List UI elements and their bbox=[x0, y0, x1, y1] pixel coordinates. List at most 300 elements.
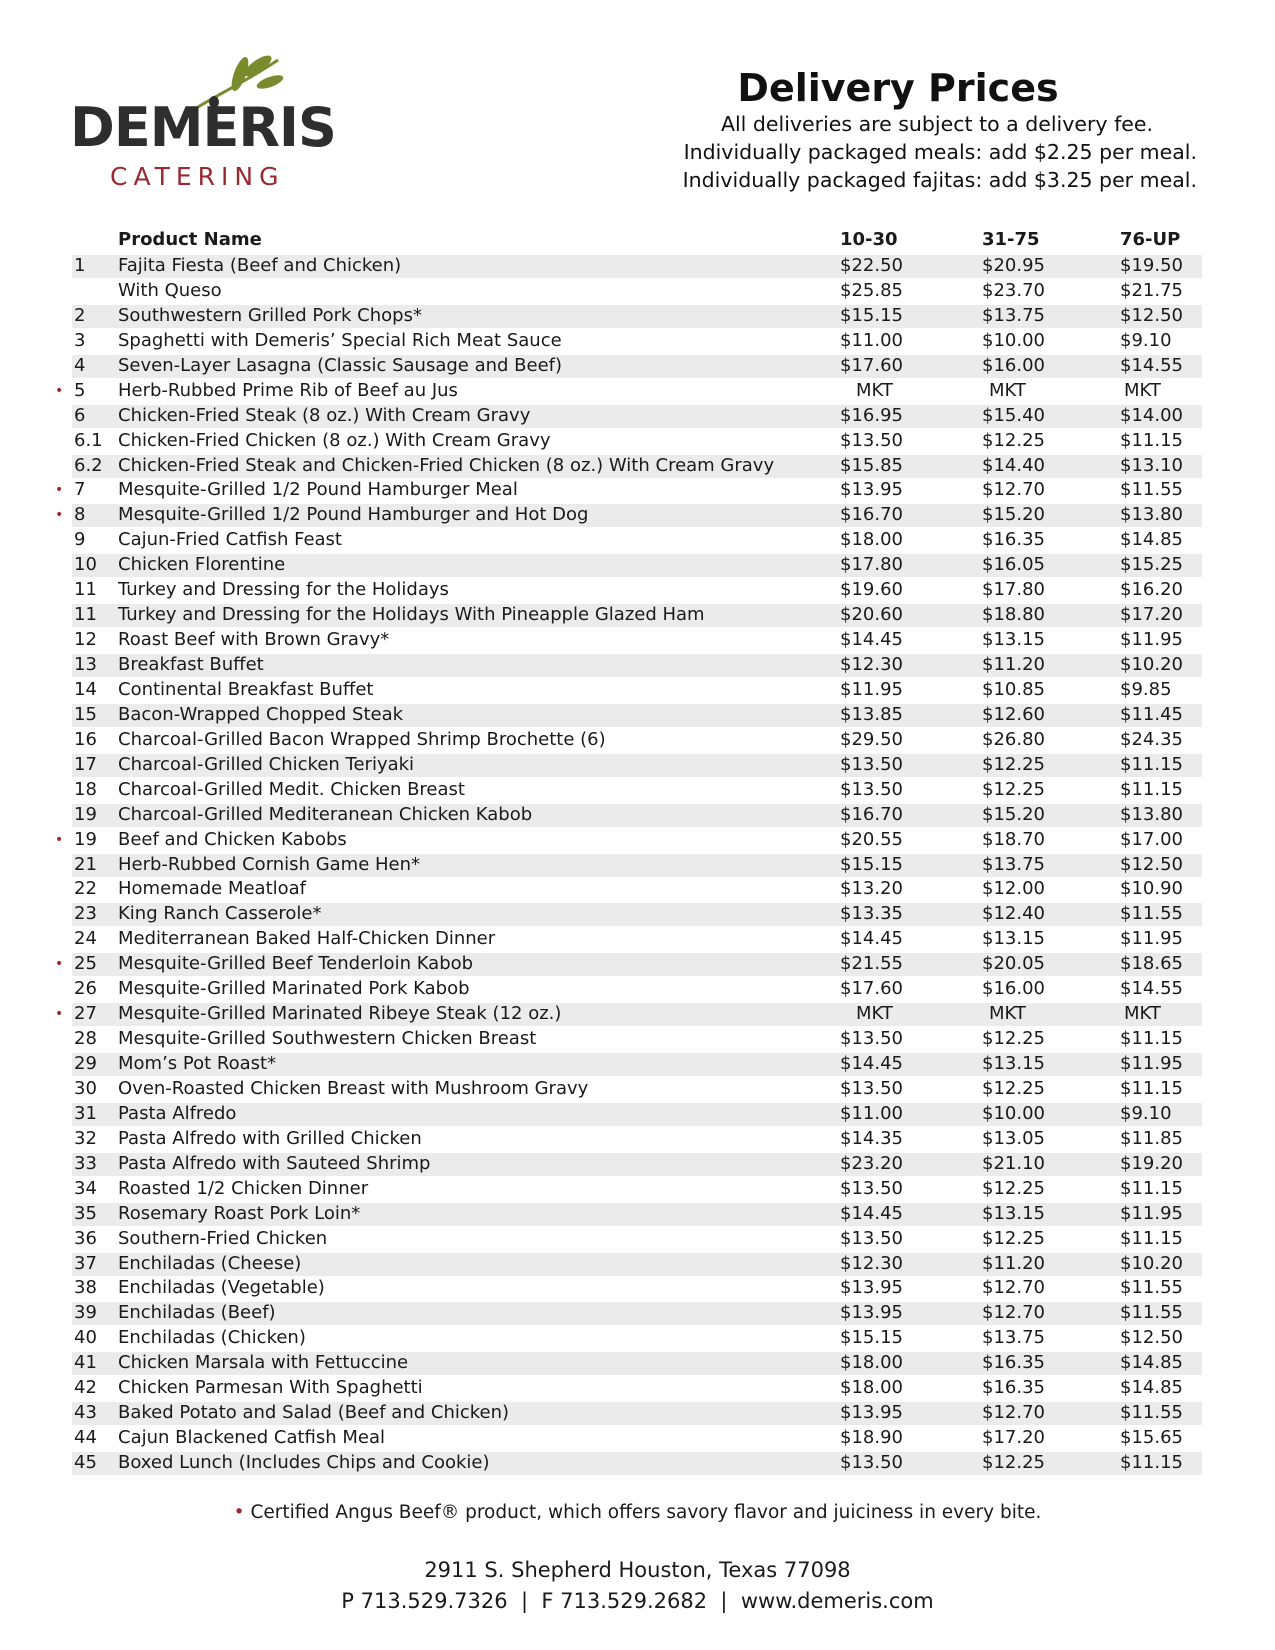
price-10-30: $12.30 bbox=[840, 654, 903, 675]
price-10-30: $15.85 bbox=[840, 454, 903, 476]
price-31-75: $12.60 bbox=[982, 703, 1045, 725]
price-10-30: $13.50 bbox=[840, 1077, 903, 1099]
angus-beef-marker-icon: • bbox=[55, 507, 64, 524]
product-name: Chicken Florentine bbox=[118, 554, 286, 576]
table-row bbox=[55, 952, 1202, 977]
table-row bbox=[55, 478, 1202, 503]
product-name: With Queso bbox=[118, 279, 222, 301]
table-row bbox=[55, 503, 1202, 528]
price-31-75: $10.00 bbox=[982, 329, 1045, 351]
price-76-up: $19.50 bbox=[1120, 255, 1183, 276]
price-76-up: $11.95 bbox=[1120, 1053, 1183, 1074]
product-name: Homemade Meatloaf bbox=[118, 878, 307, 900]
meals-surcharge-note: Individually packaged meals: add $2.25 per meal. bbox=[683, 140, 1197, 164]
item-number: 17 bbox=[74, 753, 97, 775]
price-10-30: $20.60 bbox=[840, 604, 903, 626]
table-row bbox=[55, 828, 1202, 853]
table-header-row bbox=[72, 228, 1202, 254]
price-31-75: $10.00 bbox=[982, 1102, 1045, 1124]
table-row bbox=[72, 927, 1202, 952]
price-table bbox=[55, 228, 1202, 1476]
table-row bbox=[72, 778, 1202, 803]
product-name: Charcoal-Grilled Chicken Teriyaki bbox=[118, 753, 415, 775]
item-number: 38 bbox=[74, 1277, 97, 1299]
price-10-30: $15.15 bbox=[840, 1327, 903, 1349]
item-number: 26 bbox=[74, 978, 97, 1000]
table-row bbox=[72, 329, 1202, 354]
item-number: 15 bbox=[74, 703, 97, 725]
price-31-75: $12.25 bbox=[982, 1028, 1045, 1050]
footer-contact: P 713.529.7326 | F 713.529.2682 | www.demeris.com bbox=[341, 1589, 934, 1613]
price-76-up: $14.85 bbox=[1120, 1352, 1183, 1374]
price-31-75: $17.80 bbox=[982, 579, 1045, 601]
product-name: Enchiladas (Cheese) bbox=[118, 1252, 302, 1274]
price-31-75: $12.70 bbox=[982, 1402, 1045, 1424]
price-76-up: $14.85 bbox=[1120, 529, 1183, 551]
item-number: 27 bbox=[74, 1003, 97, 1025]
price-31-75: $20.05 bbox=[982, 953, 1045, 975]
price-31-75: $13.75 bbox=[982, 853, 1045, 875]
item-number: 5 bbox=[74, 379, 86, 401]
price-10-30: $20.55 bbox=[840, 828, 903, 850]
item-number: 16 bbox=[74, 728, 97, 750]
table-row bbox=[72, 429, 1202, 454]
table-row bbox=[72, 877, 1202, 902]
table-row bbox=[72, 1127, 1202, 1152]
item-number: 31 bbox=[74, 1102, 97, 1124]
table-row bbox=[72, 853, 1202, 878]
price-31-75: $12.25 bbox=[982, 1227, 1045, 1249]
item-number: 2 bbox=[74, 304, 86, 326]
price-10-30: $16.70 bbox=[840, 504, 903, 526]
table-row bbox=[72, 553, 1202, 578]
page-header bbox=[637, 66, 1197, 194]
column-header-76-up: 76-UP bbox=[1120, 229, 1181, 250]
item-number: 4 bbox=[74, 354, 86, 376]
price-31-75: $13.15 bbox=[982, 1202, 1045, 1224]
price-10-30: $13.50 bbox=[840, 753, 903, 775]
footnote-text: Certified Angus Beef® product, which offers savory flavor and juiciness in every bite. bbox=[250, 1502, 1042, 1523]
price-10-30: $16.70 bbox=[840, 803, 903, 825]
table-row bbox=[72, 279, 1202, 304]
product-name: Charcoal-Grilled Bacon Wrapped Shrimp Brochette (6) bbox=[118, 728, 606, 750]
price-76-up: $11.55 bbox=[1120, 479, 1183, 501]
item-number: 19 bbox=[74, 828, 97, 850]
product-name: Rosemary Roast Pork Loin* bbox=[118, 1202, 361, 1224]
price-10-30: $15.15 bbox=[840, 304, 903, 326]
price-31-75: $12.25 bbox=[982, 1177, 1045, 1199]
item-number: 21 bbox=[74, 853, 97, 875]
item-number: 43 bbox=[74, 1402, 97, 1424]
price-31-75: $18.80 bbox=[982, 604, 1045, 626]
footnote bbox=[0, 1502, 1275, 1523]
product-name: Cajun-Fried Catfish Feast bbox=[118, 529, 342, 551]
price-76-up: $11.95 bbox=[1120, 629, 1183, 651]
price-76-up: $11.15 bbox=[1120, 1227, 1183, 1249]
price-10-30: $13.50 bbox=[840, 429, 903, 451]
item-number: 8 bbox=[74, 504, 86, 526]
price-76-up: $12.50 bbox=[1120, 853, 1183, 875]
table-row bbox=[72, 1227, 1202, 1252]
price-10-30: $17.60 bbox=[840, 354, 903, 376]
price-76-up: $11.95 bbox=[1120, 928, 1183, 950]
product-name: Herb-Rubbed Prime Rib of Beef au Jus bbox=[118, 379, 458, 401]
product-name: Beef and Chicken Kabobs bbox=[118, 828, 347, 850]
price-76-up: $11.55 bbox=[1120, 1402, 1183, 1424]
price-76-up: $14.55 bbox=[1120, 978, 1183, 1000]
table-row bbox=[72, 1152, 1202, 1177]
price-10-30: $13.50 bbox=[840, 1452, 903, 1473]
product-name: Mesquite-Grilled 1/2 Pound Hamburger Meal bbox=[118, 479, 518, 501]
price-31-75: $15.20 bbox=[982, 803, 1045, 825]
price-31-75: $14.40 bbox=[982, 454, 1045, 476]
price-10-30: $13.95 bbox=[840, 1302, 903, 1324]
price-76-up: $11.15 bbox=[1120, 753, 1183, 775]
price-76-up: $9.10 bbox=[1120, 329, 1172, 351]
price-76-up: $11.55 bbox=[1120, 903, 1183, 925]
price-76-up: $10.90 bbox=[1120, 878, 1183, 900]
price-10-30: $13.95 bbox=[840, 1277, 903, 1299]
item-number: 37 bbox=[74, 1252, 97, 1274]
table-row bbox=[72, 1177, 1202, 1202]
price-76-up: $11.15 bbox=[1120, 1077, 1183, 1099]
table-row bbox=[72, 1052, 1202, 1077]
price-31-75: $13.05 bbox=[982, 1127, 1045, 1149]
price-76-up: $14.85 bbox=[1120, 1377, 1183, 1399]
item-number: 33 bbox=[74, 1152, 97, 1174]
price-10-30: $21.55 bbox=[840, 953, 903, 975]
product-name: Spaghetti with Demeris’ Special Rich Meat Sauce bbox=[118, 329, 562, 351]
angus-beef-marker-icon: • bbox=[55, 382, 64, 399]
table-row bbox=[72, 1301, 1202, 1326]
price-10-30: $25.85 bbox=[840, 279, 903, 301]
price-76-up: $11.85 bbox=[1120, 1127, 1183, 1149]
price-10-30: MKT bbox=[856, 1003, 893, 1025]
price-31-75: $12.00 bbox=[982, 878, 1045, 900]
price-76-up: $10.20 bbox=[1120, 654, 1183, 675]
item-number: 11 bbox=[74, 604, 97, 626]
product-name: Chicken-Fried Steak (8 oz.) With Cream Gravy bbox=[118, 404, 531, 426]
price-10-30: $18.90 bbox=[840, 1427, 903, 1449]
price-10-30: $13.50 bbox=[840, 1227, 903, 1249]
price-31-75: $26.80 bbox=[982, 728, 1045, 750]
product-name: Cajun Blackened Catfish Meal bbox=[118, 1427, 386, 1449]
table-row bbox=[72, 1376, 1202, 1401]
table-row bbox=[72, 703, 1202, 728]
price-76-up: $16.20 bbox=[1120, 579, 1183, 601]
product-name: Herb-Rubbed Cornish Game Hen* bbox=[118, 853, 421, 875]
table-row bbox=[72, 404, 1202, 429]
product-name: Baked Potato and Salad (Beef and Chicken) bbox=[118, 1402, 510, 1424]
price-31-75: $17.20 bbox=[982, 1427, 1045, 1449]
price-31-75: $16.00 bbox=[982, 978, 1045, 1000]
price-10-30: $14.35 bbox=[840, 1127, 903, 1149]
price-10-30: $16.95 bbox=[840, 404, 903, 426]
table-row bbox=[72, 1401, 1202, 1426]
product-name: Turkey and Dressing for the Holidays bbox=[118, 579, 449, 601]
price-31-75: $12.25 bbox=[982, 429, 1045, 451]
table-row bbox=[72, 1326, 1202, 1351]
table-row bbox=[72, 254, 1202, 279]
product-name: Enchiladas (Chicken) bbox=[118, 1327, 306, 1349]
product-name: Chicken-Fried Steak and Chicken-Fried Chicken (8 oz.) With Cream Gravy bbox=[118, 454, 775, 476]
price-10-30: $11.95 bbox=[840, 678, 903, 700]
product-name: Mesquite-Grilled Marinated Pork Kabob bbox=[118, 978, 470, 1000]
price-31-75: $21.10 bbox=[982, 1152, 1045, 1174]
product-name: Southern-Fried Chicken bbox=[118, 1227, 328, 1249]
item-number: 3 bbox=[74, 329, 86, 351]
product-name: Pasta Alfredo with Grilled Chicken bbox=[118, 1127, 422, 1149]
table-row bbox=[72, 603, 1202, 628]
price-76-up: $17.20 bbox=[1120, 604, 1183, 626]
product-name: Seven-Layer Lasagna (Classic Sausage and Beef) bbox=[118, 354, 563, 376]
footer bbox=[0, 1555, 1275, 1617]
price-76-up: $18.65 bbox=[1120, 953, 1183, 975]
price-31-75: $15.40 bbox=[982, 404, 1045, 426]
table-row bbox=[72, 803, 1202, 828]
table-row bbox=[72, 977, 1202, 1002]
price-76-up: $11.95 bbox=[1120, 1202, 1183, 1224]
angus-beef-marker-icon: • bbox=[55, 1006, 64, 1023]
price-76-up: $15.65 bbox=[1120, 1427, 1183, 1449]
price-31-75: $20.95 bbox=[982, 255, 1045, 276]
table-row bbox=[72, 728, 1202, 753]
delivery-fee-note: All deliveries are subject to a delivery fee. bbox=[720, 112, 1154, 136]
item-number: 10 bbox=[74, 554, 97, 576]
item-number: 29 bbox=[74, 1053, 97, 1074]
price-76-up: $14.55 bbox=[1120, 354, 1183, 376]
price-31-75: $15.20 bbox=[982, 504, 1045, 526]
price-10-30: $11.00 bbox=[840, 1102, 903, 1124]
price-10-30: $18.00 bbox=[840, 1352, 903, 1374]
price-76-up: $13.80 bbox=[1120, 504, 1183, 526]
price-10-30: $13.85 bbox=[840, 703, 903, 725]
table-row bbox=[72, 753, 1202, 778]
product-name: Mom’s Pot Roast* bbox=[118, 1053, 277, 1074]
price-31-75: $12.70 bbox=[982, 1302, 1045, 1324]
price-31-75: $13.15 bbox=[982, 629, 1045, 651]
price-31-75: $11.20 bbox=[982, 654, 1045, 675]
price-10-30: $14.45 bbox=[840, 1053, 903, 1074]
item-number: 39 bbox=[74, 1302, 97, 1324]
price-10-30: $13.20 bbox=[840, 878, 903, 900]
angus-beef-marker-icon: • bbox=[55, 831, 64, 848]
price-10-30: MKT bbox=[856, 379, 893, 401]
product-name: Pasta Alfredo bbox=[118, 1102, 237, 1124]
table-row bbox=[72, 528, 1202, 553]
price-31-75: $13.15 bbox=[982, 1053, 1045, 1074]
price-10-30: $13.95 bbox=[840, 479, 903, 501]
price-76-up: $19.20 bbox=[1120, 1152, 1183, 1174]
price-31-75: $16.35 bbox=[982, 529, 1045, 551]
price-31-75: $10.85 bbox=[982, 678, 1045, 700]
item-number: 45 bbox=[74, 1452, 97, 1473]
item-number: 44 bbox=[74, 1427, 97, 1449]
price-10-30: $13.50 bbox=[840, 778, 903, 800]
price-76-up: $11.15 bbox=[1120, 1177, 1183, 1199]
product-name: Fajita Fiesta (Beef and Chicken) bbox=[118, 255, 402, 276]
price-10-30: $15.15 bbox=[840, 853, 903, 875]
price-31-75: $12.40 bbox=[982, 903, 1045, 925]
product-name: Mesquite-Grilled 1/2 Pound Hamburger and Hot Dog bbox=[118, 504, 589, 526]
price-76-up: $11.15 bbox=[1120, 778, 1183, 800]
item-number: 12 bbox=[74, 629, 97, 651]
price-10-30: $13.35 bbox=[840, 903, 903, 925]
table-row bbox=[72, 902, 1202, 927]
price-76-up: $13.10 bbox=[1120, 454, 1183, 476]
item-number: 28 bbox=[74, 1028, 97, 1050]
price-10-30: $17.60 bbox=[840, 978, 903, 1000]
table-row bbox=[72, 1451, 1202, 1476]
price-76-up: $9.10 bbox=[1120, 1102, 1172, 1124]
price-10-30: $23.20 bbox=[840, 1152, 903, 1174]
item-number: 13 bbox=[74, 654, 97, 675]
company-logo bbox=[70, 52, 336, 192]
product-name: Boxed Lunch (Includes Chips and Cookie) bbox=[118, 1452, 490, 1473]
price-10-30: $22.50 bbox=[840, 255, 903, 276]
price-31-75: $12.70 bbox=[982, 1277, 1045, 1299]
price-31-75: $16.05 bbox=[982, 554, 1045, 576]
item-number: 19 bbox=[74, 803, 97, 825]
item-number: 7 bbox=[74, 479, 86, 501]
price-31-75: $18.70 bbox=[982, 828, 1045, 850]
price-76-up: $9.85 bbox=[1120, 678, 1172, 700]
fajitas-surcharge-note: Individually packaged fajitas: add $3.25 per meal. bbox=[682, 168, 1197, 192]
price-76-up: $12.50 bbox=[1120, 304, 1183, 326]
product-name: Pasta Alfredo with Sauteed Shrimp bbox=[118, 1152, 431, 1174]
item-number: 34 bbox=[74, 1177, 97, 1199]
price-31-75: MKT bbox=[989, 1003, 1026, 1025]
table-row bbox=[72, 1027, 1202, 1052]
item-number: 1 bbox=[74, 255, 86, 276]
price-10-30: $19.60 bbox=[840, 579, 903, 601]
logo-wordmark: DEMERIS bbox=[70, 96, 336, 159]
product-name: Mesquite-Grilled Beef Tenderloin Kabob bbox=[118, 953, 474, 975]
price-76-up: MKT bbox=[1124, 1003, 1161, 1025]
price-10-30: $29.50 bbox=[840, 728, 903, 750]
table-row bbox=[55, 1002, 1202, 1027]
table-row bbox=[72, 1102, 1202, 1127]
price-31-75: $16.00 bbox=[982, 354, 1045, 376]
angus-beef-marker-icon: • bbox=[233, 1502, 245, 1523]
table-row bbox=[72, 578, 1202, 603]
price-76-up: $11.55 bbox=[1120, 1302, 1183, 1324]
price-76-up: $17.00 bbox=[1120, 828, 1183, 850]
product-name: Chicken Marsala with Fettuccine bbox=[118, 1352, 409, 1374]
column-header-product-name: Product Name bbox=[118, 229, 262, 250]
price-76-up: $11.15 bbox=[1120, 1452, 1183, 1473]
price-31-75: $23.70 bbox=[982, 279, 1045, 301]
item-number: 6.1 bbox=[74, 429, 103, 451]
item-number: 24 bbox=[74, 928, 97, 950]
table-row bbox=[72, 678, 1202, 703]
product-name: Mediterranean Baked Half-Chicken Dinner bbox=[118, 928, 496, 950]
table-row bbox=[72, 304, 1202, 329]
price-76-up: $14.00 bbox=[1120, 404, 1183, 426]
item-number: 11 bbox=[74, 579, 97, 601]
product-name: Mesquite-Grilled Marinated Ribeye Steak (12 oz.) bbox=[118, 1003, 562, 1025]
price-76-up: $12.50 bbox=[1120, 1327, 1183, 1349]
price-10-30: $17.80 bbox=[840, 554, 903, 576]
price-31-75: $13.15 bbox=[982, 928, 1045, 950]
price-76-up: MKT bbox=[1124, 379, 1161, 401]
price-10-30: $14.45 bbox=[840, 629, 903, 651]
item-number: 41 bbox=[74, 1352, 97, 1374]
angus-beef-marker-icon: • bbox=[55, 956, 64, 973]
table-row bbox=[72, 1202, 1202, 1227]
price-31-75: $12.70 bbox=[982, 479, 1045, 501]
price-31-75: $12.25 bbox=[982, 753, 1045, 775]
item-number: 9 bbox=[74, 529, 86, 551]
item-number: 14 bbox=[74, 678, 97, 700]
table-row bbox=[72, 1252, 1202, 1277]
logo-subtitle: CATERING bbox=[110, 162, 285, 191]
item-number: 25 bbox=[74, 953, 97, 975]
product-name: Charcoal-Grilled Medit. Chicken Breast bbox=[118, 778, 465, 800]
price-76-up: $13.80 bbox=[1120, 803, 1183, 825]
product-name: Enchiladas (Beef) bbox=[118, 1302, 276, 1324]
item-number: 23 bbox=[74, 903, 97, 925]
price-76-up: $21.75 bbox=[1120, 279, 1183, 301]
price-76-up: $11.55 bbox=[1120, 1277, 1183, 1299]
table-row bbox=[72, 1351, 1202, 1376]
item-number: 36 bbox=[74, 1227, 97, 1249]
price-31-75: $12.25 bbox=[982, 1452, 1045, 1473]
product-name: Oven-Roasted Chicken Breast with Mushroom Gravy bbox=[118, 1077, 589, 1099]
table-row bbox=[72, 1276, 1202, 1301]
price-10-30: $13.95 bbox=[840, 1402, 903, 1424]
footer-address: 2911 S. Shepherd Houston, Texas 77098 bbox=[424, 1558, 851, 1582]
price-10-30: $13.50 bbox=[840, 1177, 903, 1199]
price-10-30: $18.00 bbox=[840, 1377, 903, 1399]
price-76-up: $11.45 bbox=[1120, 703, 1183, 725]
product-name: Bacon-Wrapped Chopped Steak bbox=[118, 703, 404, 725]
table-row bbox=[72, 454, 1202, 479]
price-31-75: $13.75 bbox=[982, 304, 1045, 326]
item-number: 40 bbox=[74, 1327, 97, 1349]
product-name: King Ranch Casserole* bbox=[118, 903, 322, 925]
price-10-30: $11.00 bbox=[840, 329, 903, 351]
price-10-30: $14.45 bbox=[840, 928, 903, 950]
price-31-75: $12.25 bbox=[982, 1077, 1045, 1099]
column-header-10-30: 10-30 bbox=[840, 229, 898, 250]
price-10-30: $18.00 bbox=[840, 529, 903, 551]
item-number: 30 bbox=[74, 1077, 97, 1099]
item-number: 35 bbox=[74, 1202, 97, 1224]
item-number: 32 bbox=[74, 1127, 97, 1149]
product-name: Chicken Parmesan With Spaghetti bbox=[118, 1377, 423, 1399]
table-row bbox=[72, 628, 1202, 653]
column-header-31-75: 31-75 bbox=[982, 229, 1040, 250]
price-76-up: $24.35 bbox=[1120, 728, 1183, 750]
price-31-75: $16.35 bbox=[982, 1352, 1045, 1374]
price-31-75: MKT bbox=[989, 379, 1026, 401]
table-row bbox=[72, 354, 1202, 379]
product-name: Breakfast Buffet bbox=[118, 654, 264, 675]
price-76-up: $10.20 bbox=[1120, 1252, 1183, 1274]
table-row bbox=[72, 1426, 1202, 1451]
item-number: 18 bbox=[74, 778, 97, 800]
price-76-up: $15.25 bbox=[1120, 554, 1183, 576]
product-name: Roast Beef with Brown Gravy* bbox=[118, 629, 390, 651]
price-31-75: $13.75 bbox=[982, 1327, 1045, 1349]
product-name: Continental Breakfast Buffet bbox=[118, 678, 374, 700]
product-name: Mesquite-Grilled Southwestern Chicken Breast bbox=[118, 1028, 537, 1050]
price-76-up: $11.15 bbox=[1120, 429, 1183, 451]
price-31-75: $11.20 bbox=[982, 1252, 1045, 1274]
product-name: Charcoal-Grilled Mediteranean Chicken Kabob bbox=[118, 803, 533, 825]
price-76-up: $11.15 bbox=[1120, 1028, 1183, 1050]
